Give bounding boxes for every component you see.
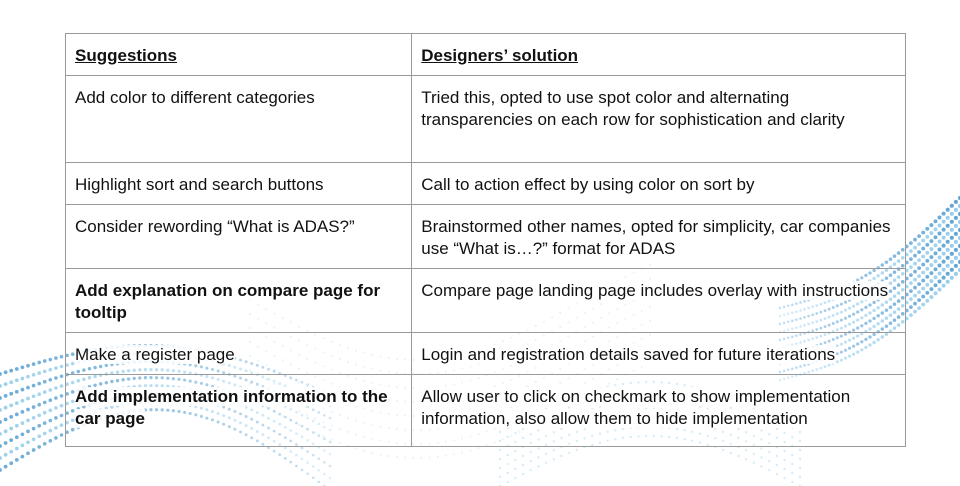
table-header-row: [66, 34, 906, 76]
solution-cell: Call to action effect by using color on sort by: [412, 163, 906, 205]
suggestion-cell: Add explanation on compare page for tooltip: [66, 269, 412, 333]
table-row: [66, 375, 906, 447]
solution-cell: Brainstormed other names, opted for simplicity, car companies use “What is…?” format for ADAS: [412, 205, 906, 269]
header-suggestions: Suggestions: [66, 34, 412, 76]
header-designers-solution: Designers’ solution: [412, 34, 906, 76]
suggestion-cell: Add color to different categories: [66, 76, 412, 163]
table-row: [66, 269, 906, 333]
table-row: [66, 205, 906, 269]
table-row: [66, 333, 906, 375]
solution-cell: Allow user to click on checkmark to show implementation information, also allow them to hide implementation: [412, 375, 906, 447]
table-row: [66, 76, 906, 163]
suggestion-cell: Make a register page: [66, 333, 412, 375]
solution-cell: Compare page landing page includes overlay with instructions: [412, 269, 906, 333]
suggestion-cell: Consider rewording “What is ADAS?”: [66, 205, 412, 269]
table-row: [66, 163, 906, 205]
feedback-table: [65, 33, 906, 447]
solution-cell: Tried this, opted to use spot color and alternating transparencies on each row for sophistication and clarity: [412, 76, 906, 163]
suggestion-cell: Add implementation information to the car page: [66, 375, 412, 447]
suggestion-cell: Highlight sort and search buttons: [66, 163, 412, 205]
solution-cell: Login and registration details saved for future iterations: [412, 333, 906, 375]
